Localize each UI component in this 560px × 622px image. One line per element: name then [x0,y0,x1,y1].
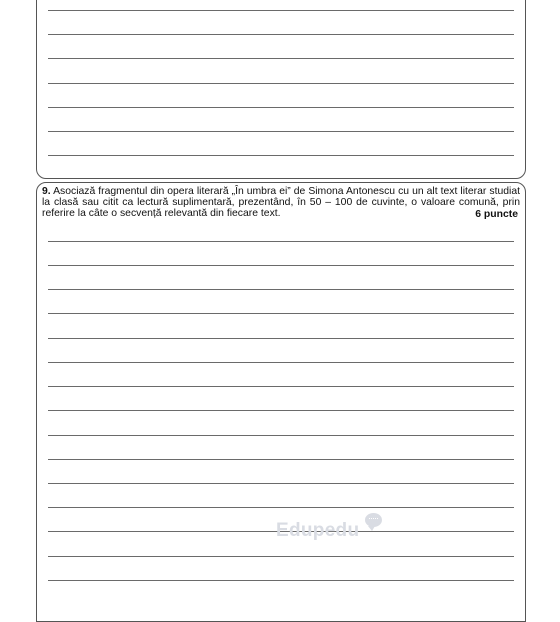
answer-line [48,483,514,484]
answer-line [48,155,514,156]
question-number: 9. [42,186,51,197]
answer-line [48,34,514,35]
answer-line [48,507,514,508]
answer-line [48,556,514,557]
speech-bubble-dots [369,518,378,522]
answer-line [48,265,514,266]
answer-line [48,362,514,363]
question-points: 6 puncte [475,208,518,220]
answer-line [48,10,514,11]
answer-line [48,58,514,59]
answer-line [48,338,514,339]
answer-box-previous [36,0,526,179]
answer-line [48,83,514,84]
question-9-prompt [42,186,520,220]
answer-line [48,313,514,314]
watermark-logo-text: Edupedu [276,520,360,541]
answer-line [48,107,514,108]
answer-line [48,410,514,411]
answer-line [48,386,514,387]
question-text: Asociază fragmentul din opera literară „În umbra ei” de Simona Antonescu cu un alt text literar studiat la clasă sau citit ca lectură suplimentară, prezentând, în 50 – 100 de cuvinte, o valoare comună, prin referire la câte o secvență relevantă din fiecare text. [42,186,520,220]
answer-line [48,435,514,436]
answer-line [48,459,514,460]
answer-line [48,131,514,132]
answer-line [48,289,514,290]
answer-line [48,580,514,581]
answer-line [48,241,514,242]
